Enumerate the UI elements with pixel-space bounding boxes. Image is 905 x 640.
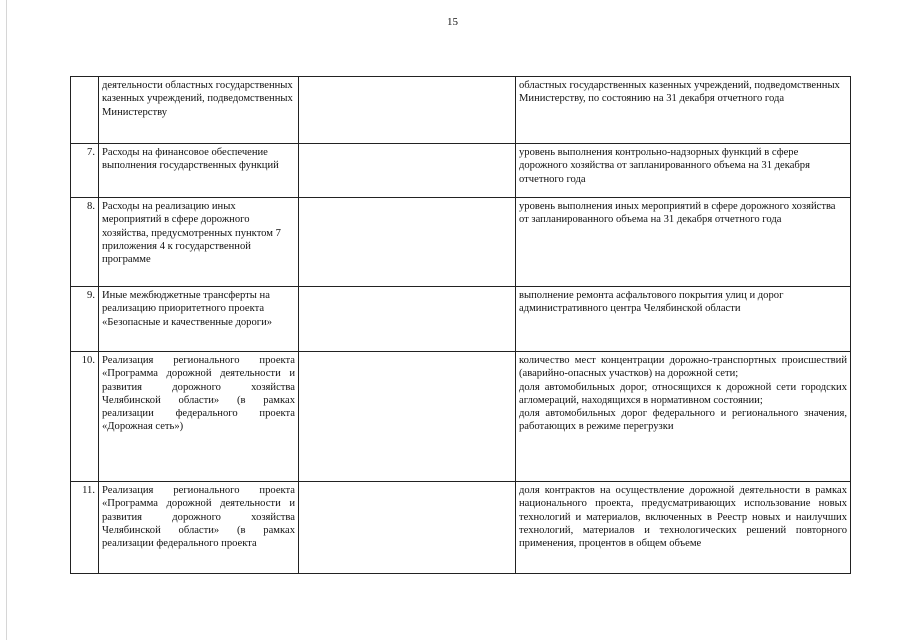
table-row (71, 287, 851, 352)
indicator-line: количество мест концентрации дорожно-транспортных происшествий (аварийно-опасных участков) на дорожной сети; (519, 355, 847, 380)
row-number: 7. (71, 144, 99, 198)
event-name-cell: деятельности областных государственных казенных учреждений, подведомственных Министерству (99, 77, 299, 144)
table-row (71, 77, 851, 144)
indicator-cell: областных государственных казенных учреждений, подведомственных Министерству, по состоянию на 31 декабря отчетного года (516, 77, 851, 144)
event-name-cell: Расходы на финансовое обеспечение выполнения государственных функций (99, 144, 299, 198)
row-number: 8. (71, 198, 99, 287)
empty-middle-cell (299, 352, 516, 482)
empty-middle-cell (299, 287, 516, 352)
indicator-cell (516, 352, 851, 482)
table-row (71, 198, 851, 287)
table-row (71, 352, 851, 482)
empty-middle-cell (299, 198, 516, 287)
page-number: 15 (447, 16, 458, 28)
page-edge-line (6, 0, 7, 640)
indicator-cell: доля контрактов на осуществление дорожной деятельности в рамках национального проекта, предусматривающих использование новых технологий и материалов, включенных в Реестр новых и наилучших технологий, материалов и технологических решений повторного применения, процентов в общем объеме (516, 482, 851, 574)
table-row (71, 144, 851, 198)
row-number: 9. (71, 287, 99, 352)
indicator-cell: выполнение ремонта асфальтового покрытия улиц и дорог административного центра Челябинской области (516, 287, 851, 352)
empty-middle-cell (299, 144, 516, 198)
indicator-cell: уровень выполнения контрольно-надзорных функций в сфере дорожного хозяйства от запланированного объема на 31 декабря отчетного года (516, 144, 851, 198)
indicator-line: доля автомобильных дорог федерального и регионального значения, работающих в режиме перегрузки (519, 408, 847, 433)
event-name-cell: Реализация регионального проекта «Программа дорожной деятельности и развития дорожного хозяйства Челябинской области» (в рамках реализации федерального проекта (99, 482, 299, 574)
event-name-cell: Реализация регионального проекта «Программа дорожной деятельности и развития дорожного хозяйства Челябинской области» (в рамках реализации федерального проекта «Дорожная сеть») (99, 352, 299, 482)
empty-middle-cell (299, 77, 516, 144)
row-number (71, 77, 99, 144)
indicator-line: доля автомобильных дорог, относящихся к дорожной сети городских агломераций, находящихся в нормативном состоянии; (519, 381, 847, 406)
event-name-cell: Иные межбюджетные трансферты на реализацию приоритетного проекта «Безопасные и качественные дороги» (99, 287, 299, 352)
event-name-cell: Расходы на реализацию иных мероприятий в сфере дорожного хозяйства, предусмотренных пунктом 7 приложения 4 к государственной программе (99, 198, 299, 287)
row-number: 10. (71, 352, 99, 482)
indicator-cell: уровень выполнения иных мероприятий в сфере дорожного хозяйства от запланированного объема на 31 декабря отчетного года (516, 198, 851, 287)
empty-middle-cell (299, 482, 516, 574)
row-number: 11. (71, 482, 99, 574)
table-row (71, 482, 851, 574)
indicator-table (70, 76, 851, 574)
